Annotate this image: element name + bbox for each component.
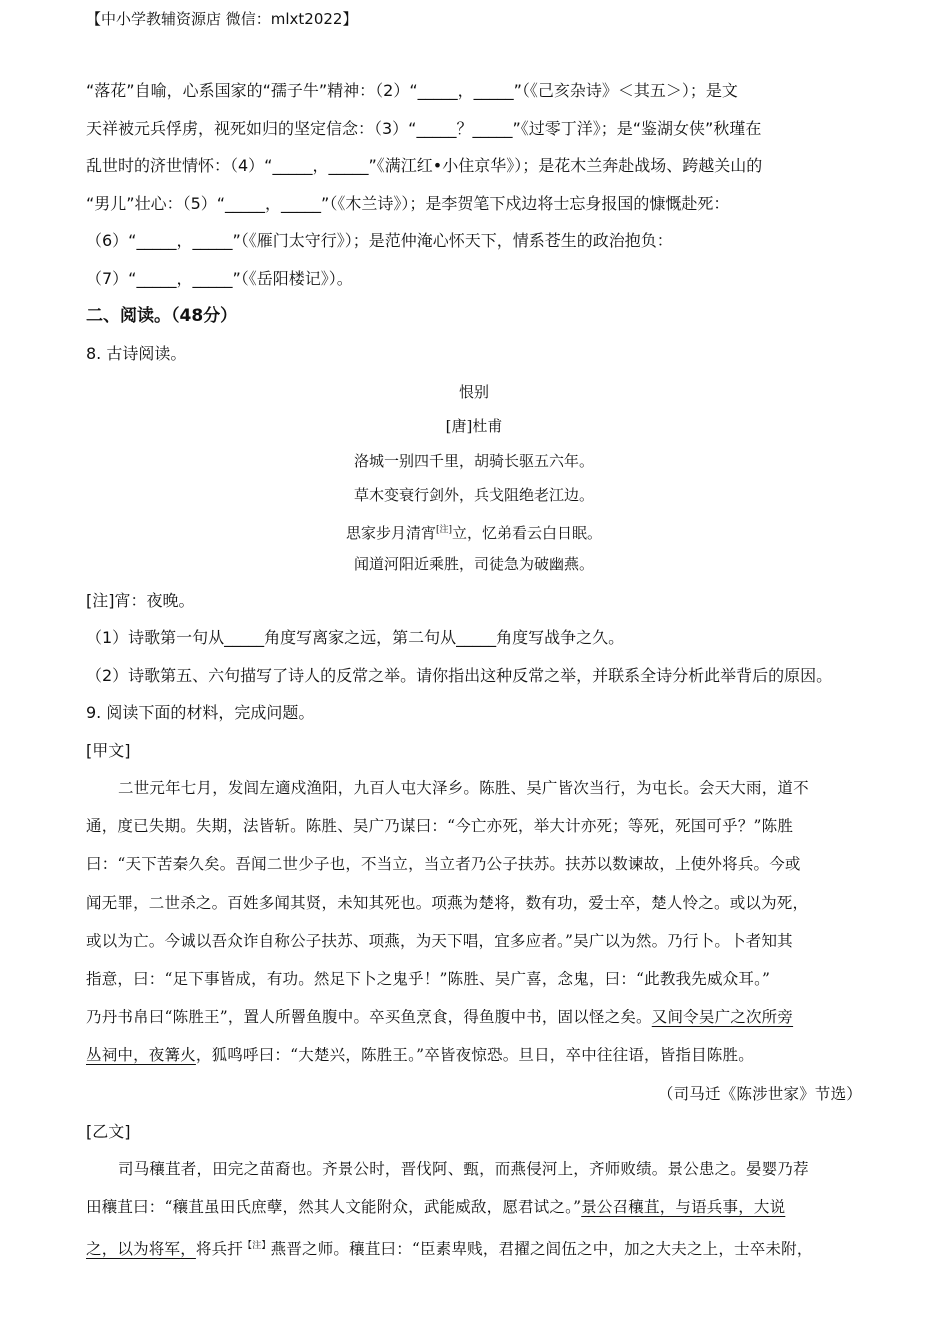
poem-author: [唐]杜甫 (445, 417, 503, 435)
header-watermark: 【中小学教辅资源店 微信：mlxt2022】 (86, 10, 358, 28)
jia-line: 曰：“天下苦秦久矣。吾闻二世少子也，不当立，当立者乃公子扶苏。扶苏以数谏故，上使外将兵。今或 (86, 855, 801, 874)
text-line: （7）“_____，_____”（《岳阳楼记》）。 (86, 268, 353, 288)
text-line: “男儿”壮心：（5）“_____，_____”（《木兰诗》）；是李贺笔下戍边将士忘身报国的慷慨赴死： (86, 193, 730, 213)
yi-line (86, 1188, 862, 1226)
poem-line: 洛城一别四千里，胡骑长驱五六年。 (353, 451, 594, 470)
question-8-label: 8. 古诗阅读。 (86, 344, 187, 363)
jia-line (86, 998, 862, 1036)
jia-line: 通，度已失期。失期，法皆斩。陈胜、吴广乃谋曰：“今亡亦死，举大计亦死；等死，死国可乎？”陈胜 (86, 817, 794, 836)
poem-note: [注]宵：夜晚。 (86, 590, 195, 610)
poem-title: 恨别 (458, 382, 489, 401)
jia-line-text: 乃丹书帛曰“陈胜王”，置人所罾鱼腹中。卒买鱼烹食，得鱼腹中书，固以怪之矣。 (86, 1008, 652, 1027)
text-line: “落花”自喻，心系国家的“孺子牛”精神：（2）“_____，_____”（《己亥杂诗》＜其五＞）；是文 (86, 81, 738, 100)
yi-line-text: 将兵扞 (195, 1239, 244, 1258)
underlined-sentence: 景公召穰苴，与语兵事，大说 (581, 1198, 786, 1217)
underlined-sentence: 之，以为将军， (86, 1239, 196, 1258)
yi-line: 司马穰苴者，田完之苗裔也。齐景公时，晋伐阿、甄，而燕侵河上，齐师败绩。景公患之。晏婴乃荐 (118, 1160, 809, 1179)
yi-label: [乙文] (86, 1121, 131, 1141)
jia-line: 指意，曰：“足下事皆成，有功。然足下卜之鬼乎！”陈胜、吴广喜，念鬼，曰：“此教我先威众耳。” (86, 969, 771, 988)
jia-line-text: ，狐鸣呼曰：“大楚兴，陈胜王。”卒皆夜惊恐。旦日，卒中往往语，皆指目陈胜。 (195, 1046, 754, 1065)
text-line: （6）“_____，_____”（《雁门太守行》）；是范仲淹心怀天下，情系苍生的政治抱负： (86, 231, 673, 250)
jia-line: 或以为亡。今诚以吾众诈自称公子扶苏、项燕，为天下唱，宜多应者。”吴广以为然。乃行卜。卜者知其 (86, 931, 793, 950)
jia-line: 闻无罪，二世杀之。百姓多闻其贤，未知其死也。项燕为楚将，数有功，爱士卒，楚人怜之。或以为死， (86, 893, 809, 912)
poem-line: 闻道河阳近乘胜，司徒急为破幽燕。 (353, 555, 594, 573)
jia-line (86, 1036, 862, 1074)
underlined-sentence: 又间令吴广之次所旁 (651, 1008, 794, 1027)
yi-line (86, 1227, 862, 1265)
jia-line: 二世元年七月，发闾左適戍渔阳，九百人屯大泽乡。陈胜、吴广皆次当行，为屯长。会天大雨，道不 (118, 779, 809, 797)
jia-label: [甲文] (86, 740, 131, 760)
yi-line-text: 燕晋之师。穰苴曰：“臣素卑贱，君擢之闾伍之中，加之大夫之上，士卒未附， (270, 1239, 813, 1258)
text-line: 乱世时的济世情怀：（4）“_____，_____”《满江红•小住京华》）；是花木兰奔赴战场、跨越关山的 (86, 156, 763, 175)
poem-line-head: 思家步月清宵 (345, 523, 436, 542)
question-8-sub1: （1）诗歌第一句从_____角度写离家之远，第二句从_____角度写战争之久。 (86, 628, 625, 647)
note-mark: 【注】 (243, 1240, 271, 1251)
poem-line (86, 513, 862, 548)
jia-source: （司马迁《陈涉世家》节选） (657, 1084, 862, 1103)
note-mark: [注] (435, 524, 453, 535)
section-title: 二、阅读。（48分） (86, 306, 238, 326)
underlined-sentence: 丛祠中，夜篝火 (86, 1046, 196, 1065)
text-line: 天祥被元兵俘虏，视死如归的坚定信念：（3）“_____？_____”《过零丁洋》；是“鉴湖女侠”秋瑾在 (86, 118, 762, 138)
document-page (86, 72, 862, 1265)
yi-line-text: 田穰苴曰：“穰苴虽田氏庶孽，然其人文能附众，武能威敌，愿君试之。” (86, 1198, 582, 1217)
question-8-sub2: （2）诗歌第五、六句描写了诗人的反常之举。请你指出这种反常之举，并联系全诗分析此举背后的原因。 (86, 665, 833, 685)
question-9-label: 9. 阅读下面的材料，完成问题。 (86, 703, 315, 722)
poem-line: 草木变衰行剑外，兵戈阻绝老江边。 (353, 486, 594, 504)
poem-line-tail: 立，忆弟看云白日眠。 (452, 523, 603, 542)
